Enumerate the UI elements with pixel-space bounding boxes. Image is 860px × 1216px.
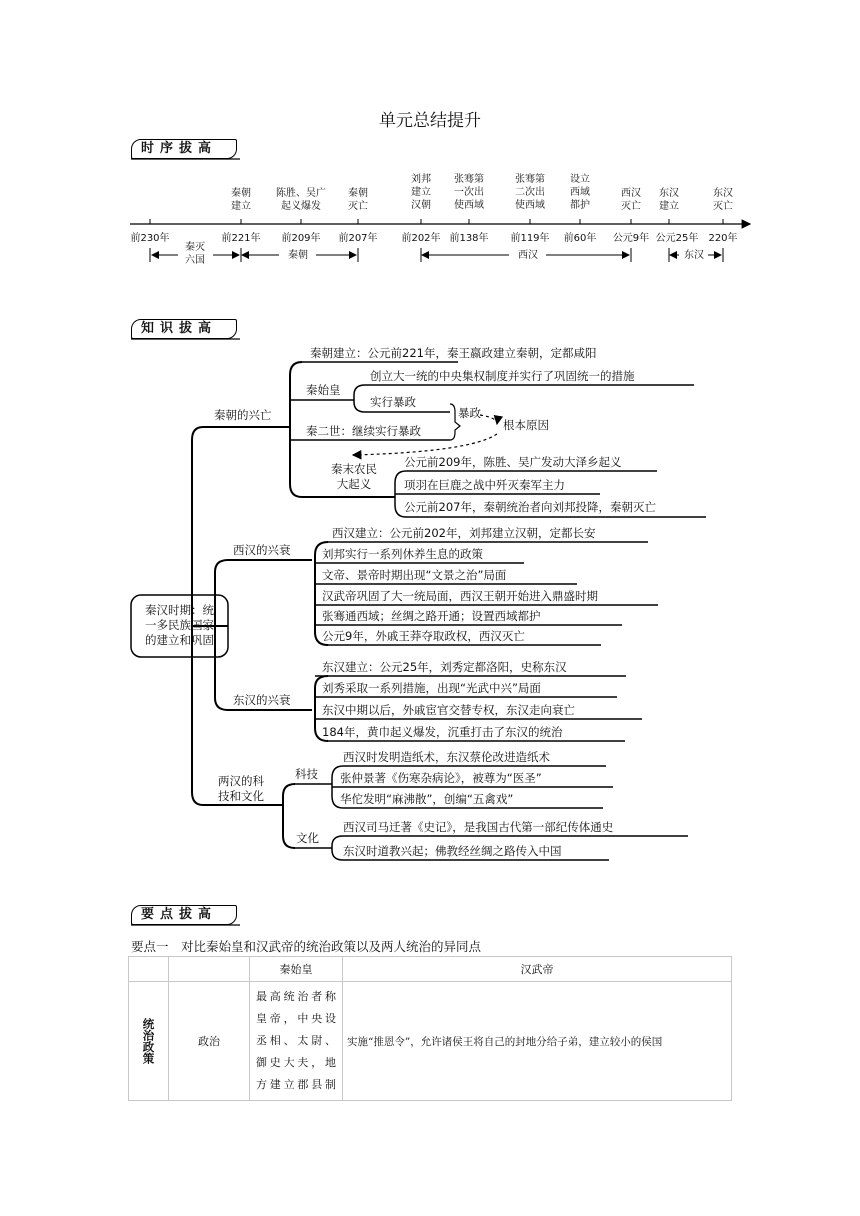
keypoint-heading: 要点一 对比秦始皇和汉武帝的统治政策以及两人统治的异同点 (131, 939, 482, 954)
timeline-event: 东汉 灭亡 (713, 188, 733, 212)
timeline-event: 西汉 灭亡 (621, 188, 641, 212)
mindmap-leaf: 实行暴政 (370, 395, 416, 409)
table-header-cell (129, 957, 169, 982)
mindmap-leaf: 西汉建立：公元前202年，刘邦建立汉朝，定都长安 (332, 526, 596, 540)
mindmap-leaf: 184年，黄巾起义爆发，沉重打击了东汉的统治 (322, 725, 563, 739)
mindmap-leaf: 东汉时道教兴起；佛教经丝绸之路传入中国 (343, 844, 562, 858)
table-cell-han: 实施“推恩令”，允许诸侯王将自己的封地分给子弟，建立较小的侯国 (343, 982, 732, 1101)
timeline-year: 前209年 (281, 233, 321, 244)
timeline-year: 前138年 (449, 233, 489, 244)
timeline-segment: 西汉 (518, 250, 538, 261)
mindmap-leaf: 张仲景著《伤寒杂病论》，被尊为“医圣” (340, 771, 542, 785)
timeline-event: 东汉 建立 (659, 188, 679, 212)
timeline-year: 220年 (708, 233, 738, 244)
table-cell-qin (250, 982, 343, 1101)
timeline-segment: 秦灭 六国 (185, 242, 205, 266)
mindmap-leaf: 秦二世：继续实行暴政 (306, 424, 421, 438)
mindmap-branch-west-han: 西汉的兴衰 (233, 543, 291, 557)
mindmap-leaf: 东汉建立：公元25年，刘秀定都洛阳，史称东汉 (322, 660, 567, 674)
timeline-event: 秦朝 建立 (231, 188, 251, 212)
mindmap-node: 文化 (296, 831, 319, 845)
section-badge-keypoints: 要点拔高 (131, 905, 237, 925)
mindmap-leaf: 项羽在巨鹿之战中歼灭秦军主力 (404, 478, 565, 492)
comparison-table (128, 956, 732, 1101)
table-row (129, 982, 732, 1101)
mindmap-node: 秦末农民 大起义 (331, 462, 377, 491)
page-title: 单元总结提升 (379, 111, 481, 131)
table-cell-line: 御史大夫，地 (256, 1056, 336, 1069)
table-header-row (129, 957, 732, 982)
table-cell-line: 最高统治者称 (256, 990, 336, 1003)
mindmap-node: 暴政 (458, 406, 481, 420)
mindmap-root: 秦汉时期：统 一多民族国家 的建立和巩固 (145, 603, 214, 647)
timeline-event: 张骞第 一次出 使西域 (454, 174, 484, 211)
mindmap-node: 秦始皇 (306, 383, 341, 397)
timeline-event: 刘邦 建立 汉朝 (411, 174, 431, 211)
mindmap-leaf: 公元9年，外戚王莽夺取政权，西汉灭亡 (322, 629, 525, 643)
timeline-year: 前207年 (338, 233, 378, 244)
timeline-event: 设立 西域 都护 (570, 174, 590, 211)
table-cell-line: 方建立郡县制 (256, 1078, 336, 1091)
mindmap-leaf: 东汉中期以后，外戚宦官交替专权，东汉走向衰亡 (322, 703, 575, 717)
table-group-label: 统治政策 (141, 1018, 156, 1064)
mindmap-leaf: 刘秀采取一系列措施，出现“光武中兴”局面 (322, 681, 541, 695)
mindmap-leaf: 公元前207年，秦朝统治者向刘邦投降，秦朝灭亡 (404, 500, 656, 514)
mindmap-branch-qin: 秦朝的兴亡 (214, 408, 272, 422)
table-row-label: 政治 (169, 982, 250, 1101)
table-header-cell: 汉武帝 (343, 957, 732, 982)
timeline-event: 陈胜、吴广 起义爆发 (276, 188, 326, 212)
timeline-event: 秦朝 灭亡 (348, 188, 368, 212)
timeline-year: 前230年 (130, 233, 170, 244)
timeline-year: 公元9年 (612, 233, 650, 244)
timeline-segment: 秦朝 (288, 250, 308, 261)
mindmap-leaf: 华佗发明“麻沸散”，创编“五禽戏” (340, 792, 514, 806)
mindmap-leaf: 刘邦实行一系列休养生息的政策 (322, 547, 483, 561)
table-header-cell: 秦始皇 (250, 957, 343, 982)
table-cell-line: 皇帝，中央设 (256, 1012, 336, 1025)
section-badge-timeline: 时序拔高 (131, 139, 237, 159)
mindmap-leaf: 创立大一统的中央集权制度并实行了巩固统一的措施 (370, 369, 635, 383)
timeline-year: 前60年 (563, 233, 597, 244)
mindmap-leaf: 张骞通西域；丝绸之路开通；设置西域都护 (322, 609, 541, 623)
mindmap-node: 根本原因 (503, 418, 549, 432)
table-header-cell (169, 957, 250, 982)
section-badge-knowledge: 知识拔高 (131, 319, 237, 339)
timeline-year: 前119年 (510, 233, 550, 244)
mindmap-branch-culture: 两汉的科 技和文化 (218, 774, 264, 803)
timeline-event: 张骞第 二次出 使西域 (515, 174, 545, 211)
table-cell-line: 丞相、太尉、 (256, 1034, 336, 1047)
mindmap-leaf: 文帝、景帝时期出现“文景之治”局面 (322, 568, 507, 582)
timeline-year: 前221年 (221, 233, 261, 244)
mindmap-branch-east-han: 东汉的兴衰 (233, 693, 291, 707)
mindmap-leaf: 西汉司马迁著《史记》，是我国古代第一部纪传体通史 (343, 820, 614, 834)
timeline-year: 公元25年 (655, 233, 699, 244)
mindmap-leaf: 公元前209年，陈胜、吴广发动大泽乡起义 (404, 455, 622, 469)
timeline-segment: 东汉 (684, 250, 704, 261)
mindmap-node: 科技 (295, 767, 318, 781)
mindmap-leaf: 秦朝建立：公元前221年，秦王嬴政建立秦朝，定都咸阳 (310, 346, 597, 360)
timeline-year: 前202年 (401, 233, 441, 244)
mindmap-leaf: 西汉时发明造纸术，东汉蔡伦改进造纸术 (343, 750, 550, 764)
mindmap-leaf: 汉武帝巩固了大一统局面，西汉王朝开始进入鼎盛时期 (322, 589, 598, 603)
